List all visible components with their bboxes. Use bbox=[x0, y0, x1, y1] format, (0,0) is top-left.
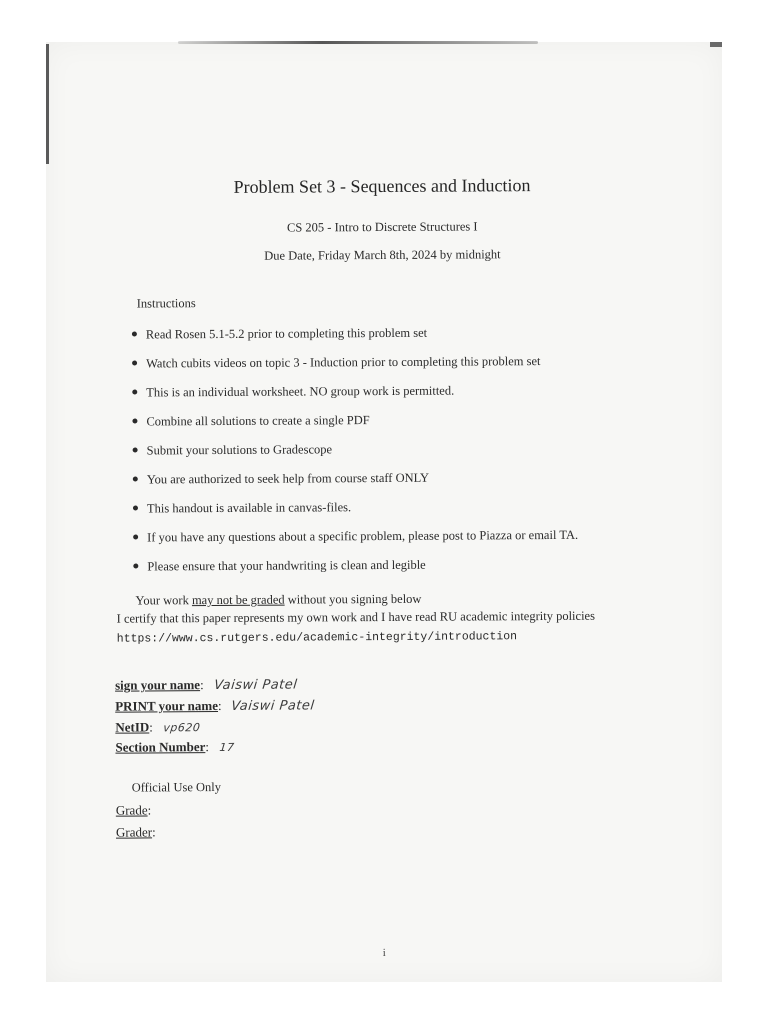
integrity-url: https://www.cs.rutgers.edu/academic-integrity/introduction bbox=[116, 630, 518, 646]
instruction-item bbox=[133, 557, 578, 589]
bullet-icon bbox=[132, 360, 137, 365]
netid-label: NetID bbox=[115, 719, 150, 735]
instruction-item bbox=[133, 528, 578, 560]
bullet-icon bbox=[133, 447, 138, 452]
instruction-item bbox=[132, 383, 577, 415]
bullet-icon bbox=[133, 476, 138, 481]
warning-emphasis: may not be graded bbox=[191, 592, 285, 608]
official-use-heading: Official Use Only bbox=[131, 780, 222, 795]
bullet-icon bbox=[132, 389, 137, 394]
grade-label: Grade bbox=[115, 802, 148, 818]
instruction-item bbox=[132, 412, 577, 444]
grader-field: Grader: bbox=[115, 824, 156, 840]
instructions-heading: Instructions bbox=[136, 296, 196, 311]
document-title: Problem Set 3 - Sequences and Induction bbox=[233, 175, 531, 197]
print-name-field: PRINT your name: Vaiswi Patel bbox=[115, 697, 316, 714]
sign-name-label: sign your name bbox=[115, 677, 201, 693]
instruction-item bbox=[133, 470, 578, 502]
print-name-label: PRINT your name bbox=[115, 698, 219, 714]
bullet-icon bbox=[133, 563, 138, 568]
instruction-text: Please ensure that your handwriting is clean and legible bbox=[147, 557, 426, 574]
netid-value: vp620 bbox=[162, 721, 201, 735]
grader-label: Grader bbox=[115, 824, 153, 840]
instruction-text: Watch cubits videos on topic 3 - Induction prior to completing this problem set bbox=[146, 354, 541, 371]
bullet-icon bbox=[132, 331, 137, 336]
instruction-item bbox=[133, 499, 578, 531]
instructions-list bbox=[132, 325, 579, 589]
due-date: Due Date, Friday March 8th, 2024 by midnight bbox=[264, 247, 501, 263]
instruction-text: This is an individual worksheet. NO group work is permitted. bbox=[146, 383, 455, 400]
sign-name-value: Vaiswi Patel bbox=[212, 677, 298, 694]
instruction-text: If you have any questions about a specific problem, please post to Piazza or email TA. bbox=[147, 527, 579, 545]
warning-prefix: Your work bbox=[135, 593, 192, 608]
sign-name-field: sign your name: Vaiswi Patel bbox=[115, 677, 298, 694]
warning-suffix: without you signing below bbox=[284, 591, 422, 607]
signing-warning bbox=[135, 592, 421, 609]
netid-field: NetID: vp620 bbox=[115, 719, 201, 735]
instruction-text: Read Rosen 5.1-5.2 prior to completing this problem set bbox=[145, 325, 428, 342]
section-number-field: Section Number: 17 bbox=[115, 739, 235, 755]
bullet-icon bbox=[133, 505, 138, 510]
certify-statement: I certify that this paper represents my own work and I have read RU academic integrity policies bbox=[116, 608, 595, 626]
bullet-icon bbox=[132, 418, 137, 423]
course-name: CS 205 - Intro to Discrete Structures I bbox=[286, 219, 478, 235]
grade-field: Grade: bbox=[115, 802, 152, 818]
instruction-item bbox=[133, 441, 578, 473]
instruction-text: You are authorized to seek help from course staff ONLY bbox=[146, 470, 430, 487]
bullet-icon bbox=[133, 534, 138, 539]
section-number-value: 17 bbox=[218, 740, 235, 755]
section-number-label: Section Number bbox=[115, 739, 206, 755]
instruction-text: Submit your solutions to Gradescope bbox=[146, 442, 333, 458]
instruction-text: This handout is available in canvas-files. bbox=[146, 500, 352, 516]
instruction-item bbox=[132, 354, 577, 386]
print-name-value: Vaiswi Patel bbox=[230, 698, 316, 714]
instruction-item bbox=[132, 325, 577, 357]
instruction-text: Combine all solutions to create a single PDF bbox=[146, 413, 370, 429]
page-number: i bbox=[382, 946, 386, 960]
